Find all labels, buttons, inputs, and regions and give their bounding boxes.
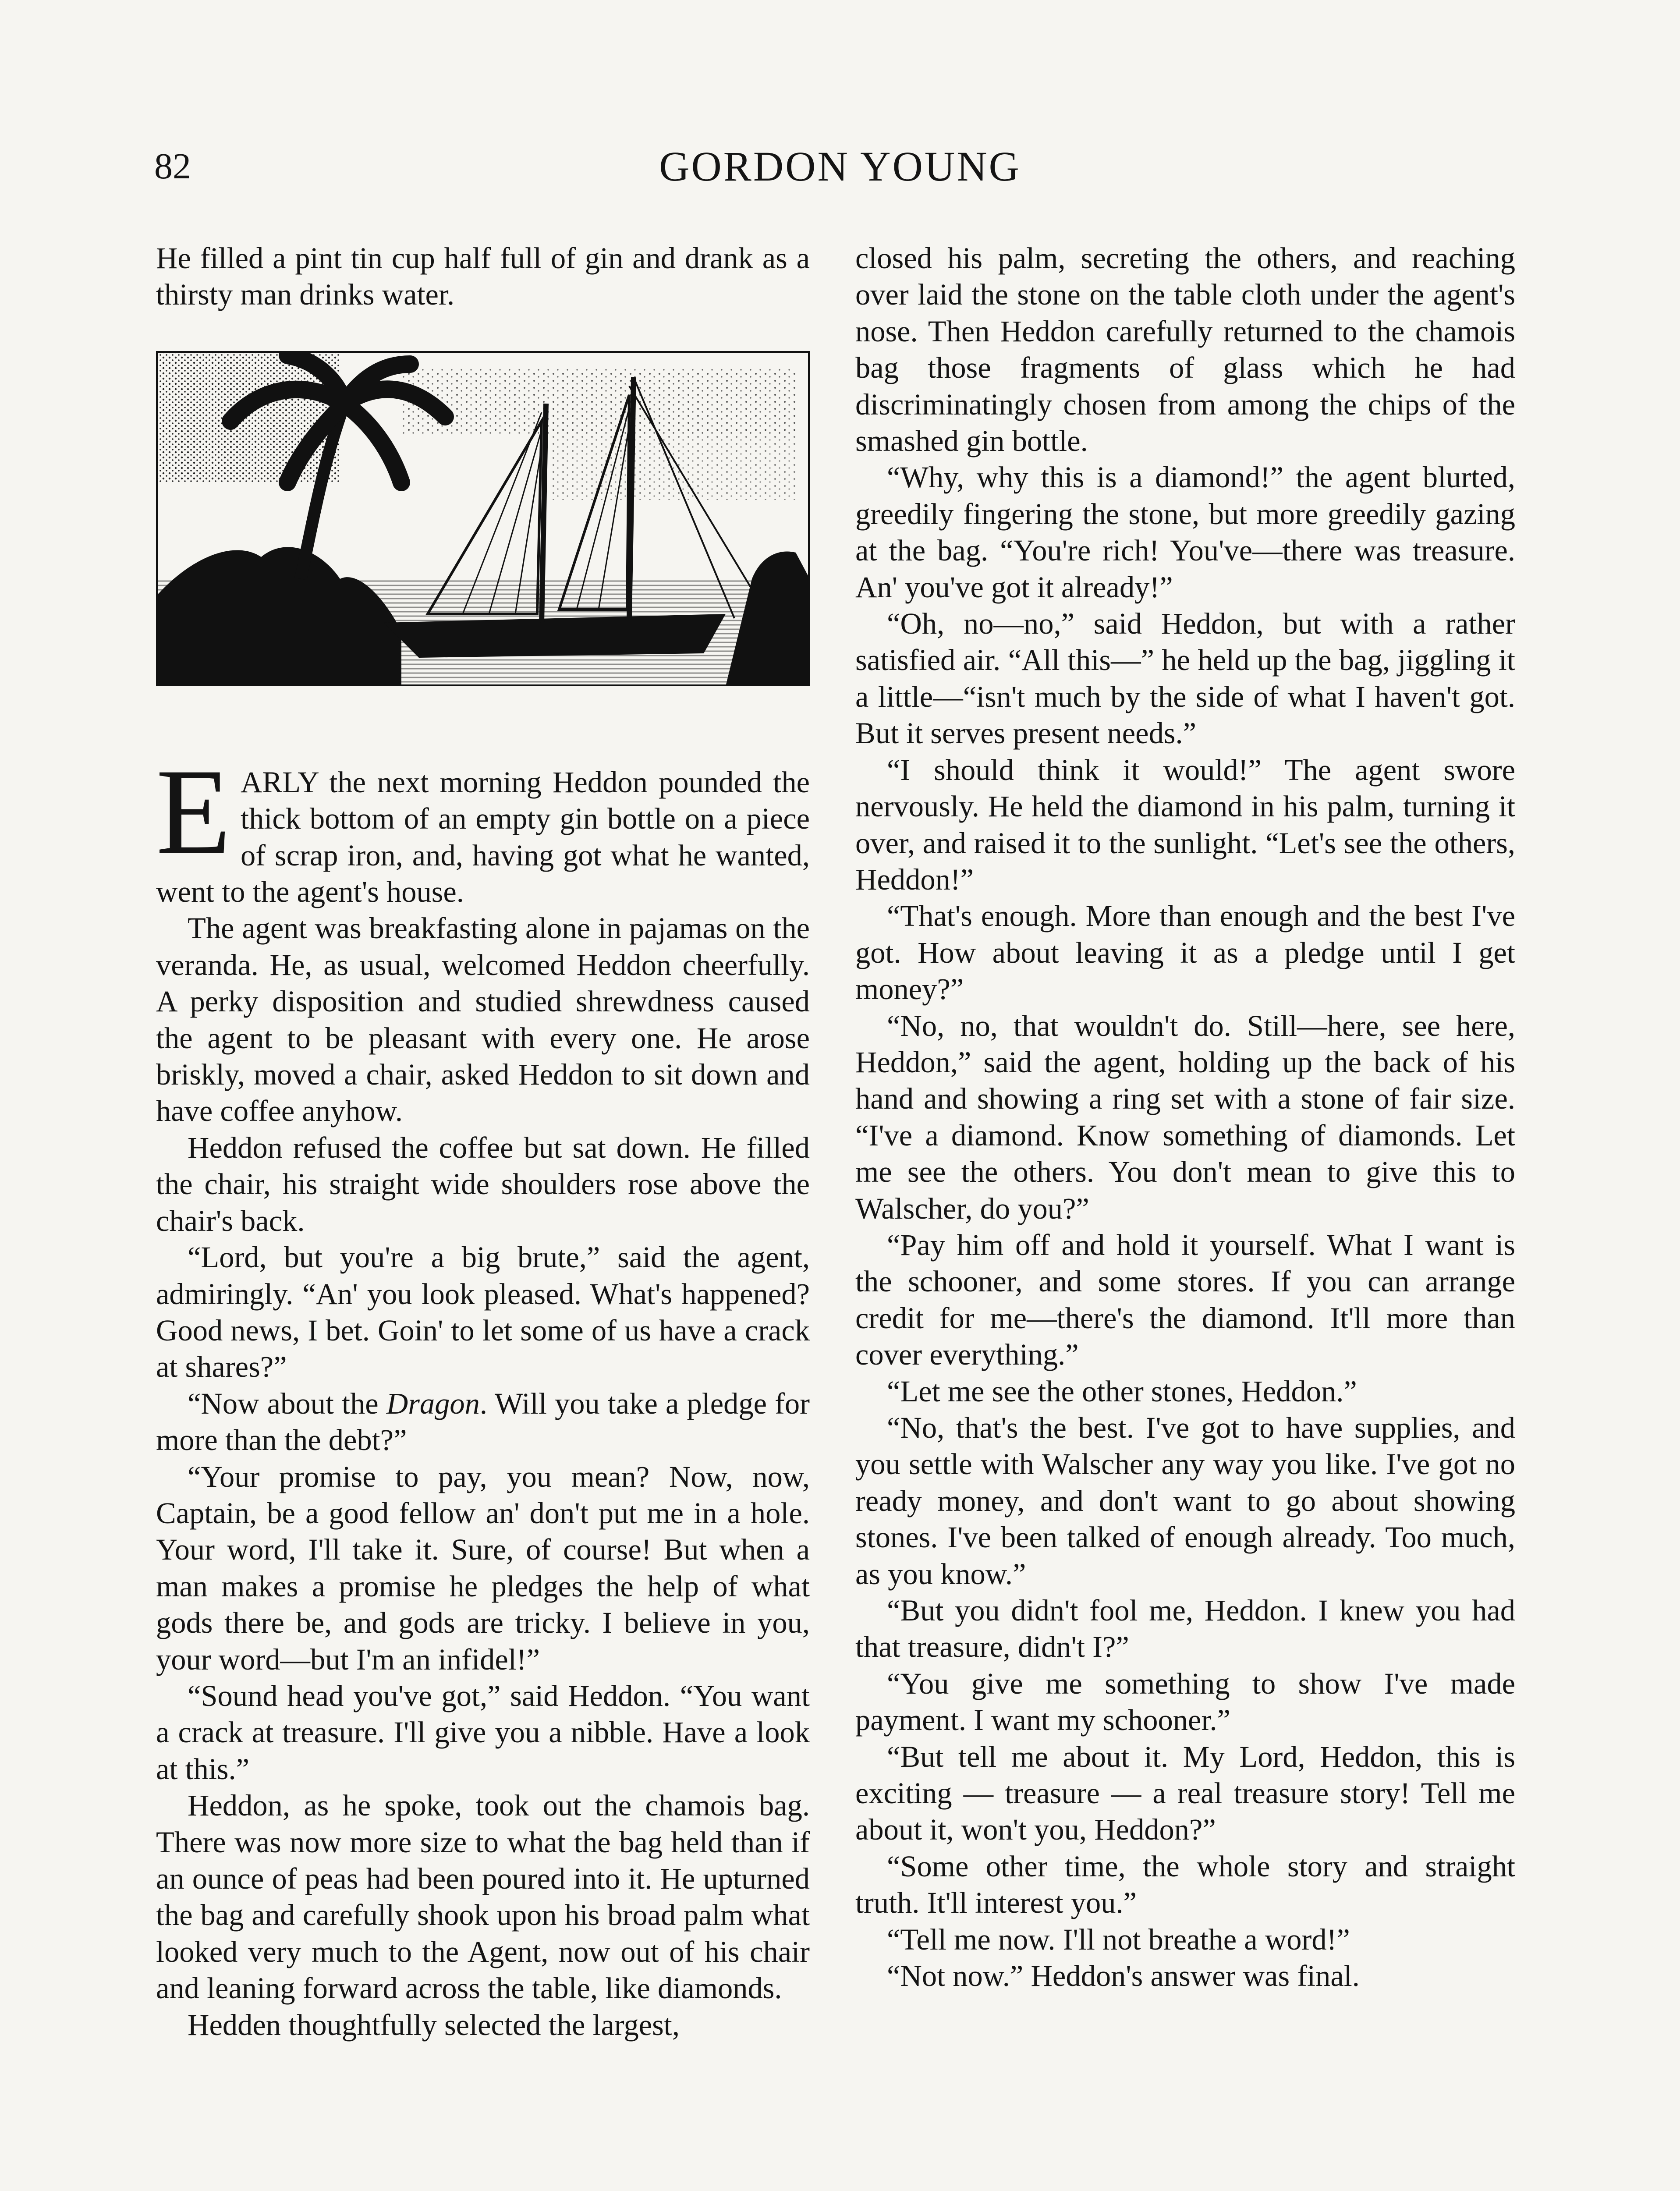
paragraph: The agent was breakfasting alone in pajamas on the veranda. He, as usual, welcomed Heddon cheerfully. A perky disposition and studied shrewdness caused the agent to be pleasant with every one. He arose briskly, moved a chair, asked Heddon to sit down and have coffee anyhow. bbox=[156, 911, 810, 1128]
paragraph: “Let me see the other stones, Heddon.” bbox=[887, 1374, 1357, 1408]
paragraph: “That's enough. More than enough and the best I've got. How about leaving it as a pledge until I get money?” bbox=[855, 899, 1515, 1006]
paragraph: “Lord, but you're a big brute,” said the agent, admiringly. “An' you look pleased. What's happened? Good news, I bet. Goin' to let some of us have a crack at shares?” bbox=[156, 1241, 810, 1384]
opening-paragraph bbox=[156, 743, 810, 911]
paragraph: closed his palm, secreting the others, and reaching over laid the stone on the table cloth under the agent's nose. Then Heddon carefully returned to the chamois bag those fragments of glass which he had discriminatingly chosen from among the chips of the smashed gin bottle. bbox=[855, 241, 1515, 458]
paragraph: Heddon, as he spoke, took out the chamois bag. There was now more size to what the bag held than if an ounce of peas had been poured into it. He upturned the bag and carefully shook upon his broad palm what looked very much to the Agent, now out of his chair and leaning forward across the table, like diamonds. bbox=[156, 1789, 810, 2005]
drop-cap: E bbox=[156, 743, 231, 879]
paragraph: “Some other time, the whole story and straight truth. It'll interest you.” bbox=[855, 1849, 1515, 1920]
paragraph: “Tell me now. I'll not breathe a word!” bbox=[887, 1922, 1350, 1956]
ship-name: Dragon bbox=[386, 1386, 480, 1420]
paragraph-text: “Now about the bbox=[188, 1386, 386, 1420]
paragraph: “Not now.” Heddon's answer was final. bbox=[887, 1959, 1360, 1993]
paragraph: “Pay him off and hold it yourself. What I want is the schooner, and some stores. If you can arrange credit for me—there's the diamond. It'll more than cover everything.” bbox=[855, 1228, 1515, 1372]
paragraph: “No, that's the best. I've got to have supplies, and you settle with Walscher any way you like. I've got no ready money, and don't want to go about showing stones. I've been talked of enough already. Too much, as you know.” bbox=[855, 1411, 1515, 1591]
paragraph: “But tell me about it. My Lord, Heddon, this is exciting — treasure — a real treasure story! Tell me about it, won't you, Heddon?” bbox=[855, 1740, 1515, 1847]
paragraph: “You give me something to show I've made payment. I want my schooner.” bbox=[855, 1666, 1515, 1737]
paragraph: “Your promise to pay, you mean? Now, now, Captain, be a good fellow an' don't put me in a hole. Your word, I'll take it. Sure, of course! But when a man makes a promise he pledges the help of what gods there be, and gods are tricky. I believe in you, your word—but I'm an infidel!” bbox=[156, 1460, 810, 1676]
schooner-palm-woodcut-icon bbox=[156, 351, 810, 686]
paragraph: Hedden thoughtfully selected the largest, bbox=[188, 2008, 680, 2042]
paragraph bbox=[156, 1386, 810, 1459]
paragraph: “No, no, that wouldn't do. Still—here, see here, Heddon,” said the agent, holding up the back of his hand and showing a ring set with a stone of fair size. “I've a diamond. Know something of diamonds. Let me see the others. You don't mean to give this to Walscher, do you?” bbox=[855, 1009, 1515, 1225]
left-column bbox=[156, 240, 810, 2043]
paragraph: He filled a pint tin cup half full of gin and drank as a thirsty man drinks water. bbox=[156, 241, 810, 312]
running-head-title: GORDON YOUNG bbox=[659, 143, 1021, 190]
paragraph: “Sound head you've got,” said Heddon. “You want a crack at treasure. I'll give you a nibble. Have a look at this.” bbox=[156, 1679, 810, 1786]
paragraph: Heddon refused the coffee but sat down. He filled the chair, his straight wide shoulders rose above the chair's back. bbox=[156, 1131, 810, 1237]
paragraph: “Why, why this is a diamond!” the agent blurted, greedily fingering the stone, but more greedily gazing at the bag. “You're rich! You've—there was treasure. An' you've got it already!” bbox=[855, 461, 1515, 604]
paragraph-text: ARLY the next morning Heddon pounded the thick bottom of an empty gin bottle on a piece of scrap iron, and, having got what he wanted, went to the agent's house. bbox=[156, 765, 810, 909]
page-number: 82 bbox=[154, 146, 191, 187]
right-column bbox=[855, 240, 1515, 1995]
paragraph-text: . Will you take a pledge for more than the debt?” bbox=[156, 1386, 810, 1457]
paragraph: “Oh, no—no,” said Heddon, but with a rather satisfied air. “All this—” he held up the bag, jiggling it a little—“isn't much by the side of what I haven't got. But it serves present needs.” bbox=[855, 607, 1515, 750]
paragraph: “I should think it would!” The agent swore nervously. He held the diamond in his palm, turning it over, and raised it to the sunlight. “Let's see the others, Heddon!” bbox=[855, 753, 1515, 896]
paragraph: “But you didn't fool me, Heddon. I knew you had that treasure, didn't I?” bbox=[855, 1594, 1515, 1664]
